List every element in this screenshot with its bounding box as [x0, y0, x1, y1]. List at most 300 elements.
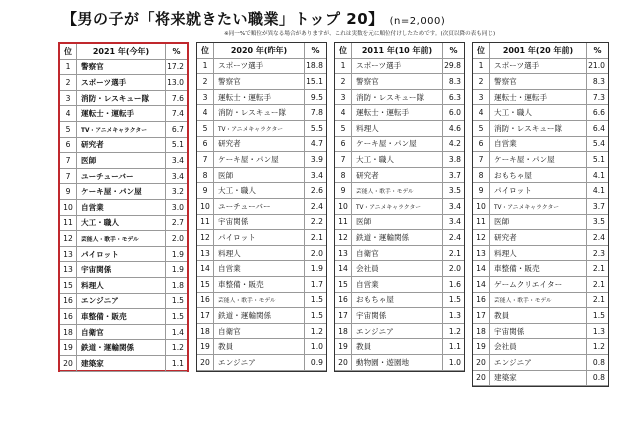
rank-cell: 17 — [473, 308, 490, 323]
rank-cell: 2 — [473, 74, 490, 89]
occupation-cell: 鉄道・運輸関係 — [218, 310, 272, 320]
rank-cell: 1 — [335, 59, 352, 74]
percent-cell: 3.5 — [442, 183, 464, 198]
rank-cell: 20 — [197, 355, 214, 370]
rank-cell: 13 — [473, 246, 490, 261]
table-row — [60, 91, 187, 107]
rank-cell: 18 — [197, 324, 214, 339]
occupation-cell: 料理人 — [494, 248, 517, 258]
table-row — [60, 262, 187, 278]
rank-cell: 20 — [335, 355, 352, 370]
rank-cell: 10 — [473, 199, 490, 214]
table-row — [60, 278, 187, 294]
percent-cell: 3.2 — [165, 184, 187, 199]
table-row — [473, 308, 608, 324]
table-row — [197, 261, 326, 277]
occupation-cell: 消防・レスキュー隊 — [494, 123, 563, 133]
occupation-cell: 大工・職人 — [218, 186, 256, 196]
occupation-cell: 2011 年(10 年前) — [361, 45, 433, 55]
percent-cell: 2.7 — [165, 216, 187, 231]
table-row — [197, 293, 326, 309]
table-row — [335, 261, 464, 277]
occupation-cell: TV・アニメキャラクター — [81, 127, 148, 134]
table-row — [473, 121, 608, 137]
percent-cell: 3.0 — [165, 200, 187, 215]
rank-cell: 7 — [60, 169, 77, 184]
rank-cell: 9 — [473, 183, 490, 198]
occupation-cell: 料理人 — [356, 123, 379, 133]
occupation-cell: TV・アニメキャラクター — [494, 204, 560, 211]
table-row — [473, 324, 608, 340]
table-row — [473, 183, 608, 199]
title-text: 【男の子が「将来就きたい職業」トップ 20】 — [62, 10, 384, 28]
occupation-cell: スポーツ選手 — [81, 77, 127, 87]
occupation-cell: 会社員 — [494, 342, 517, 352]
year-block-2 — [334, 42, 465, 372]
occupation-cell: 研究者 — [356, 170, 379, 180]
table-row — [473, 371, 608, 387]
percent-cell: 3.4 — [442, 199, 464, 214]
rank-cell: 19 — [335, 339, 352, 354]
table-row — [197, 246, 326, 262]
rank-cell: 2 — [60, 75, 77, 90]
rank-cell: 7 — [473, 152, 490, 167]
table-row — [473, 168, 608, 184]
percent-cell: 17.2 — [165, 60, 187, 75]
rank-cell: 6 — [473, 137, 490, 152]
percent-cell: % — [442, 43, 464, 58]
rank-cell: 18 — [473, 324, 490, 339]
occupation-cell: おもちゃ屋 — [356, 295, 394, 305]
percent-cell: 3.7 — [586, 199, 608, 214]
table-row — [335, 105, 464, 121]
rank-cell: 2 — [335, 74, 352, 89]
percent-cell: 3.9 — [304, 152, 326, 167]
percent-cell: 6.0 — [442, 105, 464, 120]
rank-cell: 1 — [60, 60, 77, 75]
table-row — [473, 90, 608, 106]
occupation-cell: パイロット — [494, 186, 532, 196]
table-row — [335, 152, 464, 168]
occupation-cell: エンジニア — [218, 357, 256, 367]
rank-cell: 18 — [335, 324, 352, 339]
percent-cell: 6.4 — [586, 121, 608, 136]
table-row — [473, 105, 608, 121]
rank-cell: 10 — [60, 200, 77, 215]
rank-cell: 10 — [197, 199, 214, 214]
occupation-cell: 警察官 — [494, 76, 517, 86]
percent-cell: 6.6 — [586, 105, 608, 120]
occupation-cell: 宇宙関係 — [494, 326, 525, 336]
occupation-cell: 消防・レスキュー隊 — [356, 92, 425, 102]
occupation-cell: 宇宙関係 — [356, 310, 387, 320]
rank-cell: 9 — [60, 184, 77, 199]
table-row — [473, 199, 608, 215]
rank-cell: 4 — [335, 105, 352, 120]
percent-cell: 1.4 — [165, 325, 187, 340]
table-row — [197, 355, 326, 371]
rank-cell: 16 — [335, 293, 352, 308]
occupation-cell: スポーツ選手 — [494, 61, 540, 71]
occupation-cell: 運転士・運転手 — [494, 92, 548, 102]
percent-cell: 5.1 — [586, 152, 608, 167]
percent-cell: % — [165, 44, 187, 59]
percent-cell: 1.1 — [165, 356, 187, 371]
rank-cell: 16 — [60, 294, 77, 309]
occupation-cell: 研究者 — [218, 139, 241, 149]
table-row — [335, 90, 464, 106]
rank-cell: 7 — [335, 152, 352, 167]
percent-cell: 1.2 — [165, 340, 187, 355]
rank-cell: 位 — [473, 43, 490, 58]
percent-cell: 18.8 — [304, 59, 326, 74]
rank-cell: 9 — [197, 183, 214, 198]
occupation-cell: 車整備・販売 — [218, 279, 264, 289]
percent-cell: 9.5 — [304, 90, 326, 105]
rank-cell: 9 — [335, 183, 352, 198]
occupation-cell: 料理人 — [218, 248, 241, 258]
percent-cell: 2.0 — [442, 261, 464, 276]
occupation-cell: ユーチューバー — [81, 171, 134, 181]
table-row — [60, 122, 187, 138]
table-row — [60, 356, 187, 372]
percent-cell: 6.3 — [442, 90, 464, 105]
occupation-cell: 運転士・運転手 — [81, 109, 135, 119]
table-row — [60, 216, 187, 232]
table-row — [60, 153, 187, 169]
percent-cell: 2.1 — [586, 293, 608, 308]
occupation-cell: 動物園・遊園地 — [356, 357, 410, 367]
rank-cell: 5 — [197, 121, 214, 136]
occupation-cell: 鉄道・運輸関係 — [356, 232, 410, 242]
rank-cell: 14 — [473, 261, 490, 276]
occupation-cell: 車整備・販売 — [494, 264, 540, 274]
table-row — [197, 308, 326, 324]
occupation-cell: 宇宙関係 — [81, 265, 112, 275]
table-row — [60, 231, 187, 247]
occupation-cell: 自営業 — [81, 202, 104, 212]
percent-cell: 7.3 — [586, 90, 608, 105]
rank-cell: 6 — [335, 137, 352, 152]
percent-cell: 2.1 — [586, 261, 608, 276]
rank-cell: 7 — [197, 152, 214, 167]
occupation-cell: 大工・職人 — [81, 218, 119, 228]
percent-cell: 1.3 — [442, 308, 464, 323]
occupation-cell: TV・アニメキャラクター — [218, 126, 284, 133]
percent-cell: 8.3 — [586, 74, 608, 89]
percent-cell: 1.9 — [165, 262, 187, 277]
rank-cell: 8 — [197, 168, 214, 183]
percent-cell: 1.5 — [304, 308, 326, 323]
occupation-cell: 警察官 — [356, 76, 379, 86]
rank-cell: 20 — [473, 355, 490, 370]
percent-cell: 6.7 — [165, 122, 187, 137]
occupation-cell: 建築家 — [494, 373, 517, 383]
occupation-cell: 警察官 — [218, 76, 241, 86]
percent-cell: 8.3 — [442, 74, 464, 89]
rank-cell: 8 — [335, 168, 352, 183]
occupation-cell: 2020 年(昨年) — [230, 45, 288, 55]
year-block-3 — [472, 42, 609, 387]
occupation-cell: パイロット — [218, 232, 256, 242]
occupation-cell: 鉄道・運輸関係 — [81, 343, 135, 353]
percent-cell: 2.1 — [442, 246, 464, 261]
rank-cell: 16 — [197, 293, 214, 308]
occupation-cell: 大工・職人 — [356, 154, 394, 164]
percent-cell: 5.4 — [586, 137, 608, 152]
percent-cell: 2.4 — [442, 230, 464, 245]
occupation-cell: ケーキ屋・パン屋 — [494, 154, 555, 164]
occupation-cell: 運転士・運転手 — [218, 92, 272, 102]
rank-cell: 3 — [197, 90, 214, 105]
table-row — [60, 75, 187, 91]
occupation-cell: ゲームクリエイター — [494, 279, 563, 289]
percent-cell: 1.3 — [586, 324, 608, 339]
header-row — [473, 43, 608, 59]
table-row — [197, 230, 326, 246]
table-row — [197, 277, 326, 293]
rank-cell: 位 — [60, 44, 77, 59]
rank-cell: 8 — [473, 168, 490, 183]
occupation-cell: 自営業 — [356, 279, 379, 289]
table-row — [60, 294, 187, 310]
occupation-cell: エンジニア — [81, 296, 119, 306]
header-row — [335, 43, 464, 59]
occupation-cell: 自営業 — [494, 139, 517, 149]
rank-cell: 13 — [335, 246, 352, 261]
table-row — [335, 199, 464, 215]
percent-cell: 4.1 — [586, 168, 608, 183]
rank-cell: 16 — [60, 309, 77, 324]
percent-cell: 3.7 — [442, 168, 464, 183]
occupation-cell: 自衛官 — [218, 326, 241, 336]
rank-cell: 14 — [335, 261, 352, 276]
rank-cell: 17 — [335, 308, 352, 323]
rank-cell: 4 — [197, 105, 214, 120]
percent-cell: 1.2 — [586, 339, 608, 354]
table-row — [335, 324, 464, 340]
table-row — [60, 247, 187, 263]
occupation-cell: 宇宙関係 — [218, 217, 249, 227]
occupation-cell: 研究者 — [494, 232, 517, 242]
percent-cell: 2.3 — [586, 246, 608, 261]
occupation-cell: 消防・レスキュー隊 — [218, 108, 287, 118]
rank-cell: 14 — [197, 261, 214, 276]
table-row — [473, 293, 608, 309]
occupation-cell: スポーツ選手 — [356, 61, 402, 71]
rank-cell: 15 — [335, 277, 352, 292]
percent-cell: 1.5 — [442, 293, 464, 308]
occupation-cell: 2021 年(今年) — [92, 46, 150, 56]
table-row — [197, 324, 326, 340]
rank-cell: 16 — [473, 293, 490, 308]
rank-cell: 20 — [60, 356, 77, 371]
table-row — [197, 152, 326, 168]
percent-cell: 1.5 — [304, 293, 326, 308]
occupation-cell: 医師 — [494, 217, 510, 227]
percent-cell: 1.0 — [304, 339, 326, 354]
percent-cell: 5.1 — [165, 138, 187, 153]
rank-cell: 13 — [60, 247, 77, 262]
percent-cell: 4.7 — [304, 137, 326, 152]
table-row — [197, 59, 326, 75]
occupation-cell: 消防・レスキュー隊 — [81, 93, 150, 103]
table-row — [335, 230, 464, 246]
table-row — [60, 60, 187, 76]
table-row — [335, 168, 464, 184]
table-row — [60, 340, 187, 356]
percent-cell: 1.9 — [165, 247, 187, 262]
sample-size: (n=2,000) — [389, 16, 446, 27]
occupation-cell: 大工・職人 — [494, 108, 532, 118]
percent-cell: % — [304, 43, 326, 58]
percent-cell: 0.8 — [586, 371, 608, 386]
rank-cell: 12 — [197, 230, 214, 245]
occupation-cell: 芸能人・歌手・モデル — [81, 236, 139, 243]
occupation-cell: 教員 — [356, 342, 372, 352]
percent-cell: 7.4 — [165, 106, 187, 121]
percent-cell: 5.5 — [304, 121, 326, 136]
occupation-cell: パイロット — [81, 249, 119, 259]
table-row — [335, 277, 464, 293]
table-row — [335, 183, 464, 199]
occupation-cell: 2001 年(20 年前) — [502, 45, 574, 55]
percent-cell: 1.9 — [304, 261, 326, 276]
table-row — [473, 230, 608, 246]
table-row — [335, 137, 464, 153]
rank-cell: 10 — [335, 199, 352, 214]
table-row — [335, 355, 464, 371]
rank-cell: 1 — [473, 59, 490, 74]
occupation-cell: 芸能人・歌手・モデル — [218, 298, 276, 305]
percent-cell: 1.6 — [442, 277, 464, 292]
occupation-cell: ユーチューバー — [218, 201, 271, 211]
table-row — [197, 74, 326, 90]
rank-cell: 18 — [60, 325, 77, 340]
occupation-cell: 芸能人・歌手・モデル — [494, 298, 552, 305]
rank-cell: 11 — [60, 216, 77, 231]
ranking-table — [58, 42, 609, 383]
rank-cell: 2 — [197, 74, 214, 89]
rank-cell: 1 — [197, 59, 214, 74]
table-row — [197, 183, 326, 199]
table-row — [60, 325, 187, 341]
occupation-cell: 自衛官 — [81, 327, 104, 337]
occupation-cell: 車整備・販売 — [81, 311, 127, 321]
percent-cell: 2.4 — [586, 230, 608, 245]
occupation-cell: 教員 — [218, 342, 234, 352]
table-row — [197, 105, 326, 121]
percent-cell: 3.4 — [165, 153, 187, 168]
table-row — [473, 277, 608, 293]
percent-cell: 1.5 — [586, 308, 608, 323]
percent-cell: 0.8 — [586, 355, 608, 370]
header-row — [60, 44, 187, 60]
percent-cell: 1.8 — [165, 278, 187, 293]
rank-cell: 7 — [60, 153, 77, 168]
occupation-cell: 芸能人・歌手・モデル — [356, 189, 414, 196]
rank-cell: 5 — [473, 121, 490, 136]
rank-cell: 12 — [335, 230, 352, 245]
percent-cell: 3.4 — [442, 215, 464, 230]
occupation-cell: 研究者 — [81, 140, 104, 150]
table-row — [197, 121, 326, 137]
rank-cell: 12 — [60, 231, 77, 246]
occupation-cell: 建築家 — [81, 358, 104, 368]
percent-cell: 0.9 — [304, 355, 326, 370]
occupation-cell: ケーキ屋・パン屋 — [81, 187, 142, 197]
table-row — [60, 200, 187, 216]
rank-cell: 13 — [60, 262, 77, 277]
occupation-cell: 会社員 — [356, 264, 379, 274]
occupation-cell: 医師 — [356, 217, 372, 227]
table-row — [197, 137, 326, 153]
table-row — [197, 168, 326, 184]
percent-cell: 7.6 — [165, 91, 187, 106]
percent-cell: 2.4 — [304, 199, 326, 214]
percent-cell: 3.4 — [165, 169, 187, 184]
percent-cell: 1.1 — [442, 339, 464, 354]
percent-cell: 2.0 — [165, 231, 187, 246]
percent-cell: 29.8 — [442, 59, 464, 74]
percent-cell: 3.8 — [442, 152, 464, 167]
percent-cell: 1.0 — [442, 355, 464, 370]
table-row — [197, 339, 326, 355]
rank-cell: 11 — [335, 215, 352, 230]
percent-cell: 1.2 — [442, 324, 464, 339]
percent-cell: 3.4 — [304, 168, 326, 183]
table-row — [60, 184, 187, 200]
percent-cell: 21.0 — [586, 59, 608, 74]
percent-cell: 2.1 — [304, 230, 326, 245]
percent-cell: 13.0 — [165, 75, 187, 90]
percent-cell: 15.1 — [304, 74, 326, 89]
table-row — [335, 59, 464, 75]
occupation-cell: ケーキ屋・パン屋 — [356, 139, 417, 149]
percent-cell: 7.8 — [304, 105, 326, 120]
rank-cell: 11 — [197, 215, 214, 230]
occupation-cell: 自営業 — [218, 264, 241, 274]
table-row — [473, 137, 608, 153]
percent-cell: 4.6 — [442, 121, 464, 136]
year-block-0 — [58, 42, 189, 372]
table-row — [473, 261, 608, 277]
table-row — [473, 152, 608, 168]
rank-cell: 20 — [473, 371, 490, 386]
occupation-cell: ケーキ屋・パン屋 — [218, 154, 279, 164]
rank-cell: 13 — [197, 246, 214, 261]
rank-cell: 15 — [197, 277, 214, 292]
rank-cell: 19 — [60, 340, 77, 355]
rank-cell: 5 — [335, 121, 352, 136]
percent-cell: % — [586, 43, 608, 58]
table-row — [335, 308, 464, 324]
percent-cell: 1.7 — [304, 277, 326, 292]
table-row — [473, 59, 608, 75]
rank-cell: 19 — [197, 339, 214, 354]
percent-cell: 2.6 — [304, 183, 326, 198]
year-block-1 — [196, 42, 327, 372]
table-row — [60, 106, 187, 122]
rank-cell: 3 — [335, 90, 352, 105]
table-row — [197, 199, 326, 215]
occupation-cell: TV・アニメキャラクター — [356, 204, 422, 211]
rank-cell: 位 — [197, 43, 214, 58]
percent-cell: 1.5 — [165, 294, 187, 309]
occupation-cell: エンジニア — [356, 326, 394, 336]
page-title — [62, 8, 445, 29]
percent-cell: 1.5 — [165, 309, 187, 324]
